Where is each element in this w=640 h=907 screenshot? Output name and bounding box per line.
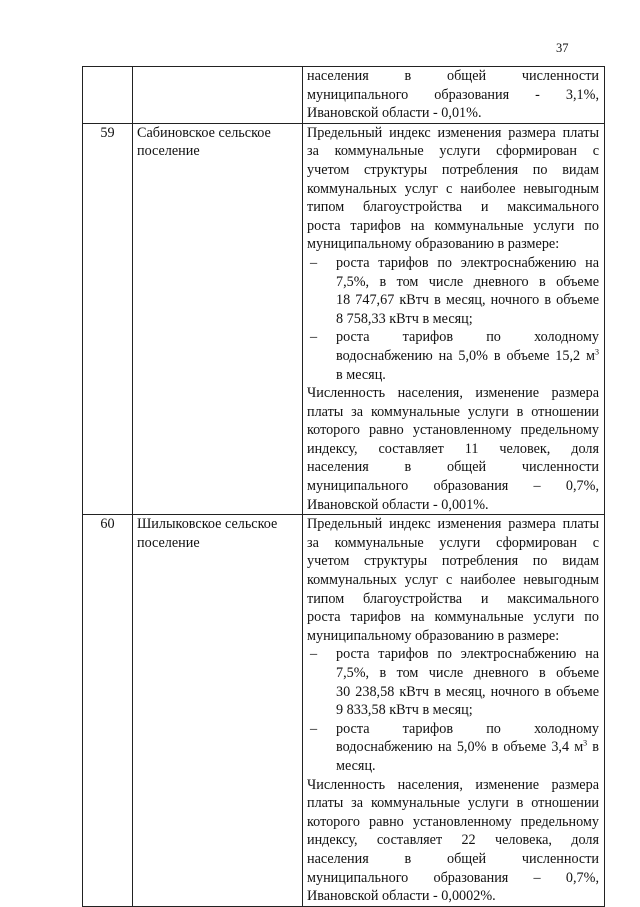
dash-bullet: – <box>310 720 318 737</box>
text-line: Ивановской области - 0,01%. <box>307 105 482 122</box>
description-cell <box>303 123 605 514</box>
text-line: 8 758,33 кВтч в месяц; <box>336 310 473 327</box>
row-number-cell: 59 <box>83 123 133 514</box>
page-number: 37 <box>556 41 569 55</box>
tariff-table <box>82 66 605 907</box>
text-line: Ивановской области - 0,001%. <box>307 496 489 513</box>
superscript: 3 <box>583 738 588 748</box>
text-line: населения в общей численности <box>307 68 599 84</box>
text-line: муниципального образования - 3,1%, <box>307 86 599 103</box>
table-row <box>83 123 605 514</box>
text-line: месяц. <box>336 757 376 774</box>
text-line: 7,5%, в том числе дневного в объеме <box>336 273 599 290</box>
text-line: платы за коммунальные услуги в отношении <box>307 403 599 420</box>
text-line: населения в общей численности <box>307 850 599 867</box>
text-line: Численность населения, изменение размера <box>307 776 599 793</box>
text-line: муниципального образования – 0,7%, <box>307 478 599 495</box>
text-line: индексу, составляет 11 человек, доля <box>307 440 599 457</box>
text-line <box>336 347 599 366</box>
dash-bullet: – <box>310 329 318 346</box>
municipality-cell: Шилыковское сельское поселение <box>133 515 303 906</box>
text-line: которого равно установленному предельному <box>307 422 599 439</box>
text-line: роста тарифов на коммунальные услуги по <box>307 217 599 234</box>
list-item <box>307 720 599 776</box>
municipality-cell <box>133 67 303 124</box>
table-row <box>83 67 605 124</box>
text-fragment: в <box>592 739 599 756</box>
text-line: Предельный индекс изменения размера платы <box>307 516 599 533</box>
text-line: роста тарифов по холодному <box>336 329 599 346</box>
text-line: 9 833,58 кВтч в месяц; <box>336 702 473 719</box>
text-line: которого равно установленному предельному <box>307 813 599 830</box>
municipality-cell: Сабиновское сельское поселение <box>133 123 303 514</box>
list-item <box>307 254 599 328</box>
text-line: типом благоустройства и максимального <box>307 590 599 607</box>
text-line: коммунальных услуг с наиболее невыгодным <box>307 180 599 197</box>
text-line: типом благоустройства и максимального <box>307 199 599 216</box>
text-line: Численность населения, изменение размера <box>307 385 599 402</box>
row-number-cell: 60 <box>83 515 133 906</box>
text-line: муниципального образования – 0,7%, <box>307 869 599 886</box>
text-line: учетом структуры потребления по видам <box>307 161 599 178</box>
table-row <box>83 515 605 906</box>
dash-bullet: – <box>310 646 318 663</box>
list-item <box>307 645 599 719</box>
text-line: в месяц. <box>336 366 386 383</box>
text-line: коммунальных услуг с наиболее невыгодным <box>307 572 599 589</box>
dash-bullet: – <box>310 254 318 271</box>
text-line: роста тарифов по электроснабжению на <box>336 254 599 271</box>
text-line <box>336 738 599 757</box>
superscript: 3 <box>595 347 599 357</box>
text-line: муниципальному образованию в размере: <box>307 627 560 644</box>
text-line: 18 747,67 кВтч в месяц, ночного в объеме <box>336 292 599 309</box>
description-cell <box>303 67 605 124</box>
text-line: роста тарифов по холодному <box>336 720 599 737</box>
text-line: муниципальному образованию в размере: <box>307 236 560 253</box>
text-line: учетом структуры потребления по видам <box>307 553 599 570</box>
list-item <box>307 328 599 384</box>
text-line: индексу, составляет 22 человека, доля <box>307 832 599 849</box>
text-fragment: водоснабжению на 5,0% в объеме 3,4 м <box>336 739 584 756</box>
text-line: 30 238,58 кВтч в месяц, ночного в объеме <box>336 683 599 700</box>
text-line: населения в общей численности <box>307 459 599 476</box>
text-line: 7,5%, в том числе дневного в объеме <box>336 665 599 681</box>
text-fragment: водоснабжению на 5,0% в объеме 15,2 м <box>336 347 595 364</box>
text-line: роста тарифов по электроснабжению на <box>336 646 599 663</box>
row-number-cell <box>83 67 133 124</box>
text-line: за коммунальные услуги сформирован с <box>307 143 599 160</box>
text-line: Предельный индекс изменения размера платы <box>307 124 599 141</box>
text-line: роста тарифов на коммунальные услуги по <box>307 609 599 626</box>
text-line: Ивановской области - 0,0002%. <box>307 888 496 905</box>
text-line: платы за коммунальные услуги в отношении <box>307 795 599 812</box>
description-cell <box>303 515 605 906</box>
text-line: за коммунальные услуги сформирован с <box>307 534 599 551</box>
